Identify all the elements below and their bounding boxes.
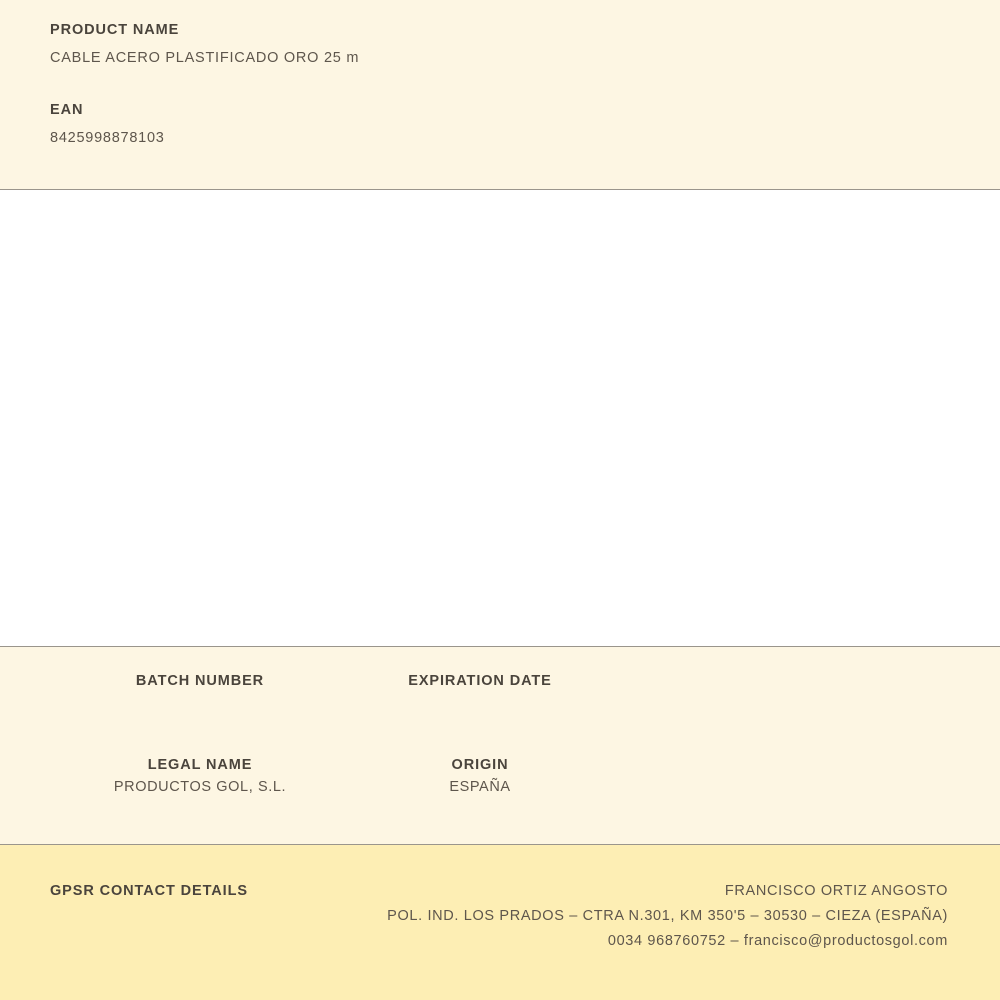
product-name-value: CABLE ACERO PLASTIFICADO ORO 25 m [50, 50, 360, 66]
origin-value: ESPAÑA [449, 779, 511, 795]
gpsr-contact-address: POL. IND. LOS PRADOS – CTRA N.301, KM 350'5 – 30530 – CIEZA (ESPAÑA) [387, 908, 948, 924]
gpsr-contact-label: GPSR CONTACT DETAILS [50, 883, 248, 899]
batch-number-label: BATCH NUMBER [135, 673, 265, 689]
product-info-panel [0, 647, 1000, 845]
info-row-batch-expiration [0, 673, 1000, 695]
ean-label: EAN [50, 102, 84, 118]
product-header-panel [0, 0, 1000, 190]
ean-value: 8425998878103 [50, 130, 165, 146]
info-row-legal-origin [0, 757, 1000, 795]
expiration-date-cell [400, 673, 800, 695]
origin-cell [400, 757, 800, 795]
product-name-label: PRODUCT NAME [50, 22, 180, 38]
field-ean [50, 102, 950, 146]
gpsr-contact-lines [387, 883, 948, 949]
gpsr-contact-phone-email: 0034 968760752 – francisco@productosgol.com [607, 933, 948, 949]
legal-name-value: PRODUCTOS GOL, S.L. [113, 779, 287, 795]
legal-name-label: LEGAL NAME [147, 757, 253, 773]
batch-number-cell [0, 673, 400, 695]
gpsr-contact-footer [0, 845, 1000, 1000]
blank-content-area [0, 190, 1000, 647]
expiration-date-label: EXPIRATION DATE [408, 673, 552, 689]
field-product-name [50, 22, 950, 66]
legal-name-cell [0, 757, 400, 795]
origin-label: ORIGIN [451, 757, 509, 773]
gpsr-contact-name: FRANCISCO ORTIZ ANGOSTO [724, 883, 948, 899]
